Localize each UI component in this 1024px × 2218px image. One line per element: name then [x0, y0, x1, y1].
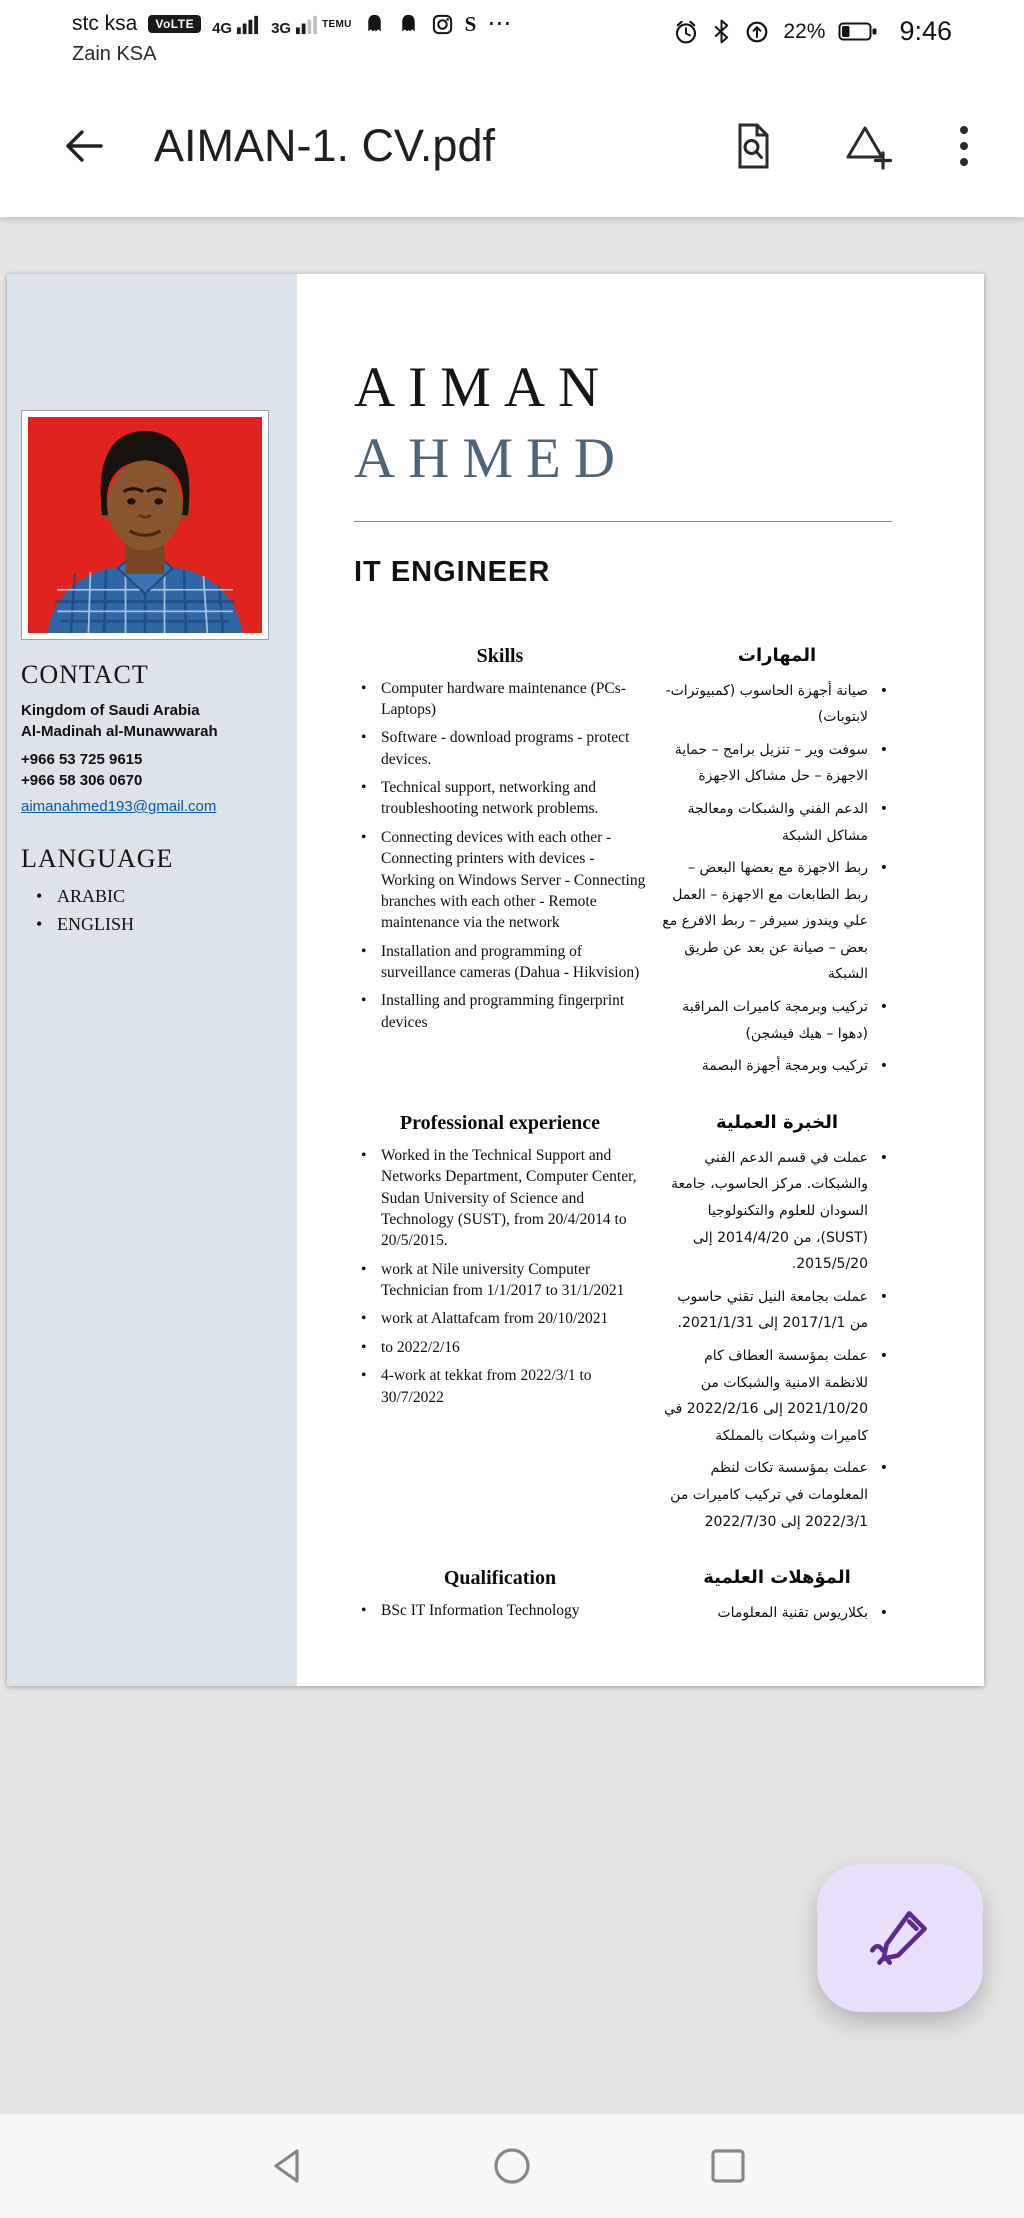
contact-country: Kingdom of Saudi Arabia: [21, 702, 200, 719]
volte-badge: VoLTE: [148, 15, 201, 33]
experience-headings: [354, 1112, 892, 1135]
add-to-drive-button[interactable]: [842, 122, 892, 170]
clock-label: 9:46: [899, 16, 952, 46]
experience-heading-ar: الخبرة العملية: [715, 1111, 839, 1133]
qualification-heading-en: Qualification: [443, 1567, 557, 1590]
carrier-secondary-label: Zain KSA: [72, 43, 157, 65]
app-bar: [0, 75, 1024, 217]
email-link[interactable]: aimanahmed193@gmail.com: [21, 798, 217, 815]
skill-item: • Installation and programming of surveillance cameras (Dahua - Hikvision): [354, 941, 646, 984]
battery-icon: [838, 20, 878, 43]
signal-bars-icon: [294, 13, 319, 36]
experience-body: [354, 1145, 892, 1541]
qualification-item-ar: • بكلاريوس تقنية المعلومات: [662, 1600, 892, 1627]
qualification-headings: [354, 1567, 892, 1590]
find-in-page-icon: [730, 122, 776, 170]
skills-heading-en: Skills: [476, 644, 524, 667]
annotate-pen-icon: [861, 1899, 939, 1977]
network-type-3g: 3G: [271, 19, 292, 37]
header-divider: [354, 521, 892, 522]
skill-item-ar: • ربط الاجهزة مع بعضها البعض – ربط الطابعات مع الاجهزة – العمل علي ويندوز سيرفر – ربط الافرع مع بعض – صيانة عن بعد عن طريق الشبكة: [662, 855, 892, 988]
qualification-heading-ar: المؤهلات العلمية: [703, 1567, 851, 1589]
experience-item-ar: • عملت في قسم الدعم الفني والشبكات. مركز الحاسوب، جامعة السودان للعلوم والتكنولوجيا (SUST)، من 2014/4/20 إلى 2015/5/20.: [662, 1145, 892, 1278]
more-vert-icon: [958, 123, 970, 169]
skills-list-ar: [662, 678, 892, 1086]
arrow-back-icon: [61, 123, 107, 169]
experience-item: • work at Nile university Computer Technician from 1/1/2017 to 31/1/2021: [354, 1259, 646, 1302]
experience-item-ar: • عملت بمؤسسة تكات لنظم المعلومات في تركيب كاميرات من 2022/3/1 إلى 2022/7/30: [662, 1455, 892, 1535]
nav-back-button[interactable]: [260, 2136, 320, 2196]
skill-item-ar: • تركيب وبرمجة أجهزة البصمة: [662, 1053, 892, 1080]
skills-headings: [354, 645, 892, 668]
skills-heading-ar: المهارات: [737, 644, 817, 666]
profile-photo: [21, 410, 269, 640]
qualification-list-ar: [662, 1600, 892, 1633]
network-type-4g: 4G: [212, 19, 233, 37]
language-item: • ENGLISH: [21, 914, 285, 935]
snapchat-notification-icon: [363, 13, 386, 36]
find-in-document-button[interactable]: [730, 122, 776, 170]
nav-recents-icon: [706, 2144, 750, 2188]
pdf-viewport[interactable]: [0, 217, 1024, 2114]
name-last: AHMED: [354, 427, 628, 491]
nav-back-icon: [268, 2144, 312, 2188]
job-title: IT ENGINEER: [354, 555, 551, 588]
experience-item: • work at Alattafcam from 20/10/2021: [354, 1308, 646, 1329]
back-button[interactable]: [58, 120, 110, 172]
skill-item-ar: • سوفت وير – تنزيل برامج – حماية الاجهزة – حل مشاكل الاجهزة: [662, 737, 892, 790]
signal-bars-icon: [235, 13, 260, 36]
data-saver-icon: [744, 18, 770, 45]
skill-item-ar: • الدعم الفني والشبكات ومعالجة مشاكل الشبكة: [662, 796, 892, 849]
nav-home-icon: [490, 2144, 534, 2188]
skill-item: • Technical support, networking and troubleshooting network problems.: [354, 777, 646, 820]
drive-add-icon: [842, 122, 892, 170]
name-first: AIMAN: [354, 356, 613, 419]
temu-notification-icon: TEMU: [322, 18, 352, 30]
experience-item: • Worked in the Technical Support and Networks Department, Computer Center, Sudan University of Science and Technology (SUST), from 20/4/2014 to 20/5/2015.: [354, 1145, 646, 1252]
experience-list-en: [354, 1145, 646, 1415]
experience-list-ar: [662, 1145, 892, 1541]
skill-item: • Software - download programs - protect devices.: [354, 727, 646, 770]
skill-item-ar: • صيانة أجهزة الحاسوب (كمبيوترات- لابتوبات): [662, 678, 892, 731]
instagram-notification-icon: [431, 13, 454, 36]
contact-phone-1: +966 53 725 9615: [21, 751, 143, 768]
battery-percent-label: 22%: [783, 19, 826, 43]
system-header: [0, 0, 1024, 217]
portrait-illustration: [28, 417, 262, 633]
experience-item: • to 2022/2/16: [354, 1337, 646, 1358]
annotate-fab-button[interactable]: [817, 1864, 983, 2012]
app-bar-actions: [730, 122, 970, 170]
alarm-icon: [673, 18, 699, 45]
pdf-page: [7, 274, 984, 1686]
contact-heading: CONTACT: [21, 660, 149, 689]
contact-phone-2: +966 58 306 0670: [21, 772, 143, 789]
language-list: [21, 886, 285, 935]
skills-body: [354, 678, 892, 1086]
status-bar: [0, 0, 1024, 75]
experience-item-ar: • عملت بجامعة النيل تقني حاسوب من 2017/1/1 إلى 2021/1/31.: [662, 1284, 892, 1337]
navigation-bar: [0, 2114, 1024, 2218]
experience-item-ar: • عملت بمؤسسة العطاف كام للانظمة الامنية والشبكات من 2021/10/20 إلى 2022/2/16 في كاميرات وشبكات بالمملكة: [662, 1343, 892, 1449]
overflow-menu-button[interactable]: [958, 123, 970, 169]
skills-list-en: [354, 678, 646, 1041]
status-left-cluster: [72, 8, 511, 66]
snapchat-notification-icon: [397, 13, 420, 36]
language-heading: LANGUAGE: [21, 844, 174, 873]
qualification-body: [354, 1600, 892, 1633]
shein-notification-icon: S: [464, 11, 477, 36]
experience-heading-en: Professional experience: [399, 1111, 601, 1134]
cv-main: [297, 274, 984, 1686]
status-right-cluster: [673, 8, 952, 47]
signal-sim1: [212, 13, 260, 36]
skill-item: • Computer hardware maintenance (PCs-Laptops): [354, 678, 646, 721]
document-title: AIMAN-1. CV.pdf: [154, 120, 495, 171]
cv-sidebar: [7, 274, 297, 1686]
qualification-item: • BSc IT Information Technology: [354, 1600, 646, 1621]
more-notifications-icon: ⋯: [487, 10, 512, 37]
nav-recents-button[interactable]: [698, 2136, 758, 2196]
qualification-list-en: [354, 1600, 646, 1628]
signal-sim2: [271, 13, 352, 36]
bluetooth-icon: [712, 18, 731, 45]
skill-item: • Installing and programming fingerprint devices: [354, 990, 646, 1033]
carrier-label: stc ksa: [72, 12, 138, 35]
experience-item: • 4-work at tekkat from 2022/3/1 to 30/7/2022: [354, 1365, 646, 1408]
language-item: • ARABIC: [21, 886, 285, 907]
contact-city: Al-Madinah al-Munawwarah: [21, 723, 218, 740]
skill-item: • Connecting devices with each other - Connecting printers with devices - Working on Windows Server - Connecting branches with each other - Remote maintenance via the network: [354, 827, 646, 934]
skill-item-ar: • تركيب وبرمجة كاميرات المراقبة (دهوا – هيك فيشجن): [662, 994, 892, 1047]
nav-home-button[interactable]: [482, 2136, 542, 2196]
contact-details: [21, 700, 285, 791]
